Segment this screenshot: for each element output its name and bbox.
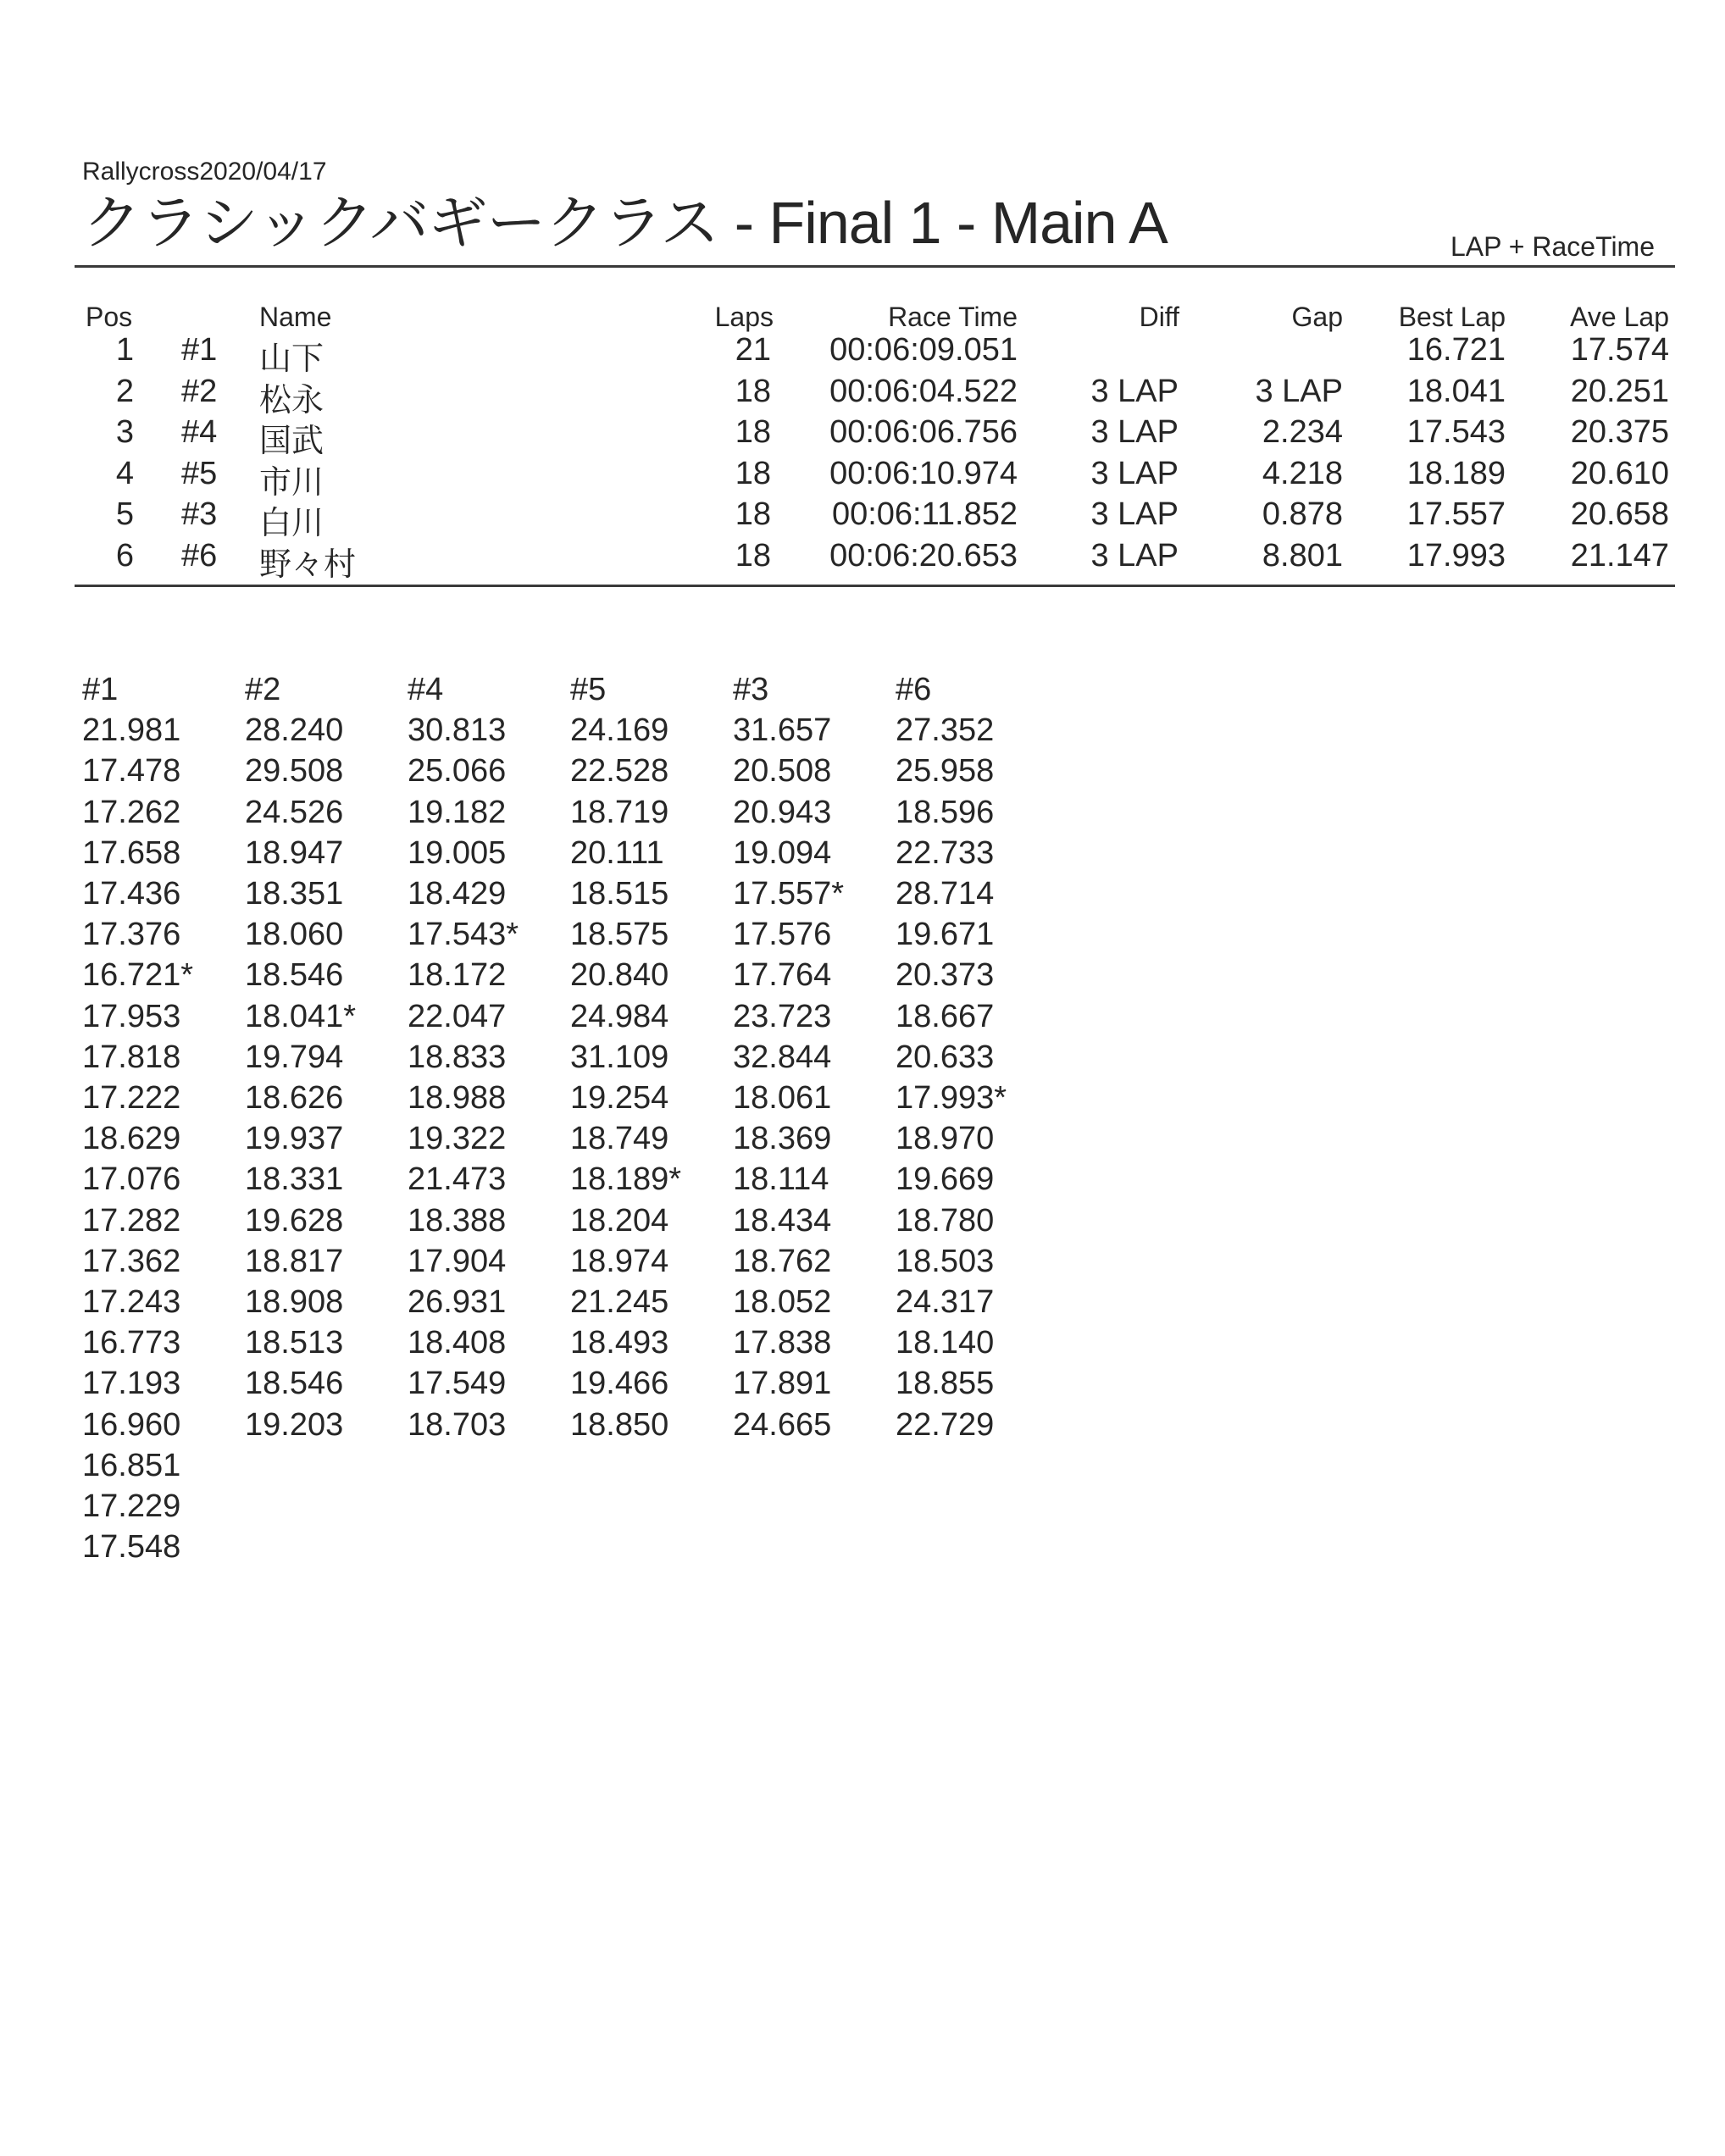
lap-time: 27.352 (896, 712, 995, 749)
cell-num: #1 (181, 332, 218, 368)
lap-time: 31.109 (570, 1039, 669, 1075)
lap-column (82, 669, 193, 1567)
lap-time: 21.245 (570, 1284, 669, 1321)
header-diff: Diff (1139, 302, 1179, 332)
lap-time: 20.508 (733, 753, 832, 790)
lap-time: 17.076 (82, 1161, 181, 1198)
lap-time: 24.526 (245, 794, 344, 830)
cell-num: #4 (181, 414, 218, 450)
lap-time: 18.369 (733, 1121, 832, 1157)
lap-time: 18.780 (896, 1202, 995, 1239)
lap-time: 18.817 (245, 1243, 344, 1279)
cell-ave-lap: 17.574 (1570, 332, 1669, 368)
lap-time: 17.658 (82, 834, 181, 871)
cell-gap: 8.801 (1262, 537, 1343, 574)
cell-diff: 3 LAP (1090, 373, 1179, 409)
lap-time: 17.993* (896, 1080, 1007, 1117)
lap-time: 24.169 (570, 712, 669, 749)
lap-time: 17.818 (82, 1039, 181, 1075)
lap-time: 19.322 (408, 1121, 507, 1157)
lap-column (408, 669, 519, 1445)
lap-time: 19.466 (570, 1366, 669, 1402)
lap-time: 18.850 (570, 1406, 669, 1443)
cell-race-time: 00:06:11.852 (831, 496, 1018, 532)
lap-time: 31.657 (733, 712, 832, 749)
lap-time: 19.005 (408, 834, 507, 871)
lap-time: 18.855 (896, 1366, 995, 1402)
lap-time: 18.974 (570, 1243, 669, 1279)
cell-ave-lap: 21.147 (1570, 537, 1669, 574)
cell-race-time: 00:06:09.051 (829, 332, 1018, 368)
lap-column-header: #3 (733, 672, 769, 707)
cell-num: #3 (181, 496, 218, 532)
lap-time: 18.719 (570, 794, 669, 830)
lap-time: 22.528 (570, 753, 669, 790)
lap-time: 19.254 (570, 1080, 669, 1117)
lap-time: 19.937 (245, 1121, 344, 1157)
lap-column (245, 669, 356, 1445)
lap-time: 18.429 (408, 876, 507, 912)
lap-time: 25.958 (896, 753, 995, 790)
lap-time: 20.633 (896, 1039, 995, 1075)
results-rule (75, 585, 1675, 587)
cell-ave-lap: 20.610 (1570, 455, 1669, 491)
lap-time: 18.052 (733, 1284, 832, 1321)
cell-pos: 4 (115, 455, 134, 491)
lap-time: 18.629 (82, 1121, 181, 1157)
lap-column (570, 669, 681, 1445)
lap-time: 23.723 (733, 998, 832, 1034)
cell-ave-lap: 20.658 (1570, 496, 1669, 532)
lap-time: 17.548 (82, 1529, 181, 1566)
cell-race-time: 00:06:04.522 (829, 373, 1018, 409)
lap-column-header: #2 (245, 672, 281, 707)
cell-gap: 4.218 (1262, 455, 1343, 491)
lap-time: 18.204 (570, 1202, 669, 1239)
lap-time: 19.669 (896, 1161, 995, 1198)
cell-name: 白川 (259, 506, 324, 541)
cell-diff: 3 LAP (1090, 537, 1179, 574)
lap-time: 18.970 (896, 1121, 995, 1157)
cell-laps: 18 (735, 373, 771, 409)
lap-time: 18.060 (245, 917, 344, 953)
cell-best-lap: 16.721 (1406, 332, 1506, 368)
cell-name: 野々村 (259, 546, 357, 583)
lap-time: 18.434 (733, 1202, 832, 1239)
lap-time: 19.203 (245, 1406, 344, 1443)
lap-time: 16.773 (82, 1325, 181, 1361)
lap-time: 18.061 (733, 1080, 832, 1117)
cell-pos: 5 (115, 496, 134, 532)
lap-time: 17.243 (82, 1284, 181, 1321)
lap-time: 17.436 (82, 876, 181, 912)
lap-time: 18.626 (245, 1080, 344, 1117)
lap-time: 25.066 (408, 753, 507, 790)
lap-time: 17.478 (82, 753, 181, 790)
cell-best-lap: 17.993 (1406, 537, 1506, 574)
lap-time: 20.943 (733, 794, 832, 830)
header-name: Name (259, 302, 332, 332)
lap-time: 18.408 (408, 1325, 507, 1361)
lap-time: 18.575 (570, 917, 669, 953)
lap-time: 18.388 (408, 1202, 507, 1239)
cell-gap: 3 LAP (1255, 373, 1343, 409)
header-ave-lap: Ave Lap (1570, 302, 1669, 332)
lap-time: 17.576 (733, 917, 832, 953)
lap-time: 29.508 (245, 753, 344, 790)
lap-column-header: #6 (896, 672, 932, 707)
lap-time: 17.222 (82, 1080, 181, 1117)
lap-time: 18.351 (245, 876, 344, 912)
cell-laps: 21 (735, 332, 771, 368)
header-best-lap: Best Lap (1398, 302, 1506, 332)
lap-time: 18.331 (245, 1161, 344, 1198)
lap-time: 18.667 (896, 998, 995, 1034)
lap-time: 17.376 (82, 917, 181, 953)
lap-time: 17.557* (733, 876, 845, 912)
lap-time: 30.813 (408, 712, 507, 749)
cell-gap: 2.234 (1262, 414, 1343, 450)
lap-column-header: #5 (570, 672, 607, 707)
cell-race-time: 00:06:06.756 (829, 414, 1018, 450)
cell-name: 国武 (259, 424, 324, 459)
cell-ave-lap: 20.375 (1570, 414, 1669, 450)
lap-time: 16.721* (82, 957, 194, 994)
cell-name: 市川 (259, 464, 324, 501)
lap-time: 17.838 (733, 1325, 832, 1361)
header-gap: Gap (1291, 302, 1343, 332)
lap-time: 19.094 (733, 834, 832, 871)
lap-time: 18.833 (408, 1039, 507, 1075)
cell-best-lap: 18.189 (1406, 455, 1506, 491)
lap-time: 18.596 (896, 794, 995, 830)
cell-gap: 0.878 (1262, 496, 1343, 532)
lap-time: 17.904 (408, 1243, 507, 1279)
lap-time: 19.628 (245, 1202, 344, 1239)
report-mode: LAP + RaceTime (1450, 231, 1655, 262)
lap-time: 17.229 (82, 1488, 181, 1525)
cell-best-lap: 17.557 (1406, 496, 1506, 532)
lap-time: 20.373 (896, 957, 995, 994)
lap-time: 17.764 (733, 957, 832, 994)
lap-time: 20.840 (570, 957, 669, 994)
lap-time: 17.953 (82, 998, 181, 1034)
cell-diff: 3 LAP (1090, 414, 1179, 450)
lap-time: 32.844 (733, 1039, 832, 1075)
cell-diff: 3 LAP (1090, 455, 1179, 491)
lap-time: 21.473 (408, 1161, 507, 1198)
lap-time: 17.262 (82, 794, 181, 830)
cell-num: #2 (181, 373, 218, 409)
lap-time: 22.047 (408, 998, 507, 1034)
lap-time: 18.172 (408, 957, 507, 994)
lap-time: 19.182 (408, 794, 507, 830)
lap-time: 18.988 (408, 1080, 507, 1117)
lap-time: 18.041* (245, 998, 357, 1034)
lap-time: 18.513 (245, 1325, 344, 1361)
cell-ave-lap: 20.251 (1570, 373, 1669, 409)
lap-time: 22.733 (896, 834, 995, 871)
cell-name: 山下 (259, 341, 324, 377)
cell-race-time: 00:06:20.653 (829, 537, 1018, 574)
lap-time: 18.749 (570, 1121, 669, 1157)
lap-column-header: #4 (408, 672, 444, 707)
cell-num: #6 (181, 537, 218, 574)
cell-pos: 3 (115, 414, 134, 450)
cell-diff: 3 LAP (1090, 496, 1179, 532)
lap-column (733, 669, 844, 1445)
lap-time: 17.891 (733, 1366, 832, 1402)
header-pos: Pos (86, 302, 133, 332)
lap-time: 28.714 (896, 876, 995, 912)
cell-laps: 18 (735, 537, 771, 574)
lap-time: 18.546 (245, 957, 344, 994)
cell-name: 松永 (259, 382, 324, 418)
lap-time: 18.703 (408, 1406, 507, 1443)
cell-pos: 1 (115, 332, 134, 368)
lap-time: 19.794 (245, 1039, 344, 1075)
header-race-time: Race Time (888, 302, 1018, 332)
lap-time: 17.543* (408, 917, 519, 953)
lap-time: 17.193 (82, 1366, 181, 1402)
lap-time: 19.671 (896, 917, 995, 953)
lap-time: 18.762 (733, 1243, 832, 1279)
title-rule (75, 265, 1675, 268)
lap-column-header: #1 (82, 672, 119, 707)
lap-time: 17.282 (82, 1202, 181, 1239)
lap-time: 18.493 (570, 1325, 669, 1361)
cell-best-lap: 18.041 (1406, 373, 1506, 409)
lap-time: 24.665 (733, 1406, 832, 1443)
cell-num: #5 (181, 455, 218, 491)
lap-time: 18.189* (570, 1161, 682, 1198)
lap-time: 18.140 (896, 1325, 995, 1361)
lap-time: 26.931 (408, 1284, 507, 1321)
lap-time: 17.549 (408, 1366, 507, 1402)
lap-time: 16.960 (82, 1406, 181, 1443)
lap-time: 18.114 (733, 1161, 829, 1198)
lap-time: 16.851 (82, 1447, 181, 1483)
lap-time: 24.317 (896, 1284, 995, 1321)
cell-race-time: 00:06:10.974 (829, 455, 1018, 491)
cell-laps: 18 (735, 455, 771, 491)
lap-column (896, 669, 1007, 1445)
lap-time: 18.908 (245, 1284, 344, 1321)
lap-time: 28.240 (245, 712, 344, 749)
cell-best-lap: 17.543 (1406, 414, 1506, 450)
lap-time: 18.503 (896, 1243, 995, 1279)
lap-time: 21.981 (82, 712, 181, 749)
cell-pos: 6 (115, 537, 134, 574)
lap-time: 20.111 (570, 834, 664, 871)
lap-time: 17.362 (82, 1243, 181, 1279)
page-title: クラシックバギークラス - Final 1 - Main A (82, 190, 1168, 256)
lap-time: 18.947 (245, 834, 344, 871)
lap-time: 24.984 (570, 998, 669, 1034)
lap-time: 18.515 (570, 876, 669, 912)
cell-pos: 2 (115, 373, 134, 409)
cell-laps: 18 (735, 496, 771, 532)
event-subtitle: Rallycross2020/04/17 (82, 158, 327, 186)
lap-time: 22.729 (896, 1406, 995, 1443)
header-laps: Laps (714, 302, 774, 332)
cell-laps: 18 (735, 414, 771, 450)
lap-time: 18.546 (245, 1366, 344, 1402)
